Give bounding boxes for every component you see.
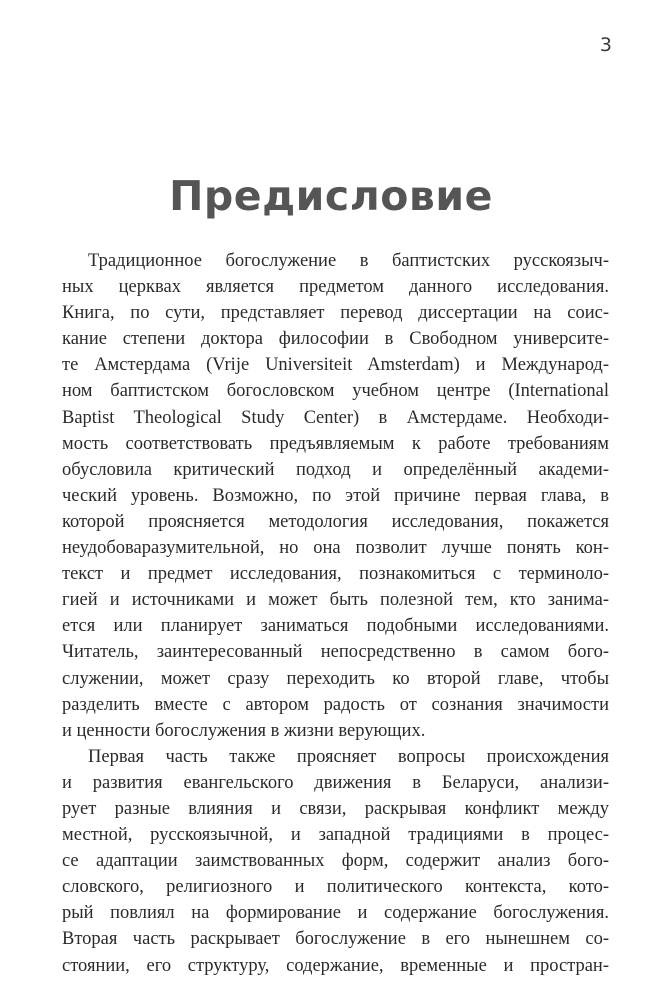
text-line: ных церквах является предметом данного исследования. xyxy=(62,277,609,298)
text-line: неудобоваразумительной, но она позволит лучше понять кон- xyxy=(62,538,609,559)
text-line: разделить вместе с автором радость от сознания значимости xyxy=(62,694,609,715)
text-line: Читатель, заинтересованный непосредственно в самом бого- xyxy=(62,642,609,663)
text-line: ческий уровень. Возможно, по этой причине первая глава, в xyxy=(62,485,609,506)
text-line: кание степени доктора философии в Свободном университе- xyxy=(62,329,609,350)
text-line: и ценности богослужения в жизни верующих. xyxy=(62,720,426,741)
text-line: рует разные влияния и связи, раскрывая конфликт между xyxy=(62,798,609,819)
text-line: и развития евангельского движения в Беларуси, анализи- xyxy=(62,772,609,793)
text-line: стоянии, его структуру, содержание, временные и простран- xyxy=(62,955,609,976)
page-number: 3 xyxy=(599,34,612,56)
text-line: текст и предмет исследования, познакомиться с терминоло- xyxy=(62,564,609,585)
text-line: се адаптации заимствованных форм, содержит анализ бого- xyxy=(62,851,609,872)
text-line: Традиционное богослужение в баптистских русскоязыч- xyxy=(88,251,609,271)
text-line: гией и источниками и может быть полезной тем, кто занима- xyxy=(62,590,609,611)
text-line: словского, религиозного и политического контекста, кото- xyxy=(62,877,609,898)
text-line: Книга, по сути, представляет перевод диссертации на соис- xyxy=(62,303,609,324)
paragraph-1 xyxy=(62,248,609,744)
text-line: обусловила критический подход и определённый академи- xyxy=(62,459,609,480)
chapter-title: Предисловие xyxy=(169,172,493,220)
text-line: Baptist Theological Study Center) в Амстердаме. Необходи- xyxy=(62,407,609,428)
text-line: те Амстердама (Vrije Universiteit Amsterdam) и Международ- xyxy=(62,355,609,376)
text-line: Первая часть также проясняет вопросы происхождения xyxy=(88,746,609,767)
text-line: которой проясняется методология исследования, покажется xyxy=(62,511,609,532)
text-line: Вторая часть раскрывает богослужение в его нынешнем со- xyxy=(62,929,609,950)
text-line: рый повлиял на формирование и содержание богослужения. xyxy=(62,903,609,924)
text-line: служении, может сразу переходить ко второй главе, чтобы xyxy=(62,668,609,689)
body-text xyxy=(62,248,609,979)
paragraph-2 xyxy=(62,744,609,979)
text-line: местной, русскоязычной, и западной традициями в процес- xyxy=(62,825,609,846)
text-line: мость соответствовать предъявляемым к работе требованиям xyxy=(62,433,609,454)
text-line: ется или планирует заниматься подобными исследованиями. xyxy=(62,616,609,637)
text-line: ном баптистском богословском учебном центре (International xyxy=(62,381,609,402)
